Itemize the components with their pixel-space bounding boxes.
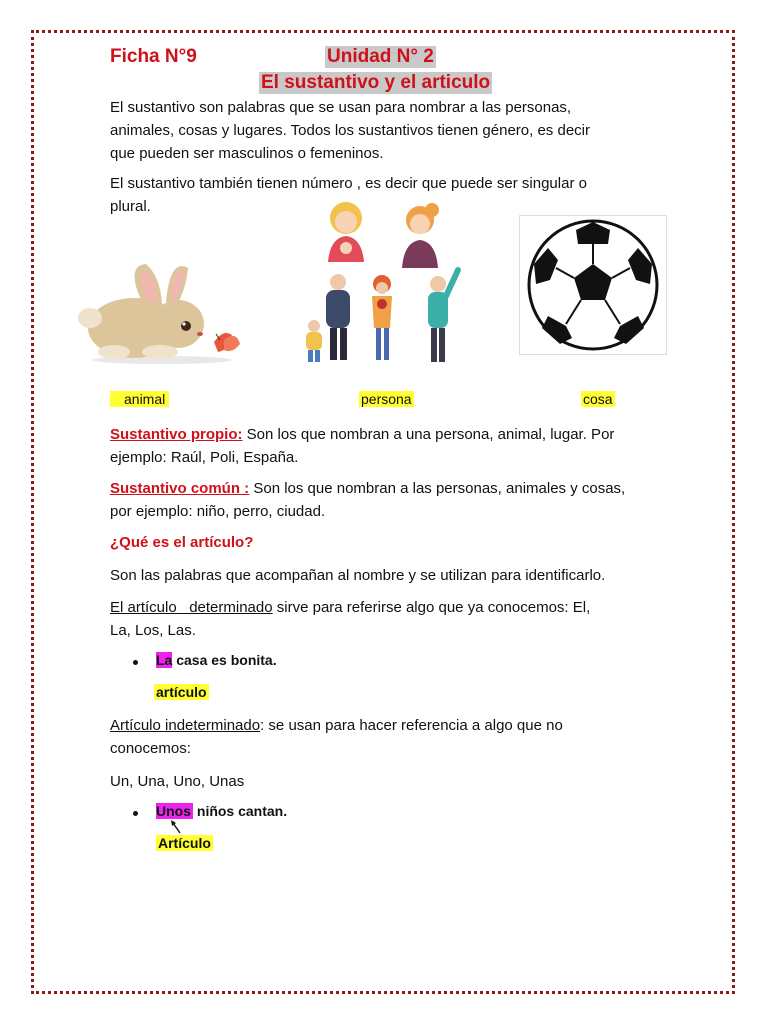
comun-paragraph: Sustantivo común : Son los que nombran a las personas, animales y cosas, por ejemplo: niño, perro, ciudad. <box>110 480 626 520</box>
bullet-2 <box>133 811 138 816</box>
people-illustration <box>292 198 470 370</box>
page-title: El sustantivo y el articulo <box>261 72 491 93</box>
animal-label: animal <box>110 391 169 407</box>
comun-term: Sustantivo común : <box>110 480 250 497</box>
example-article-la: La <box>156 652 173 668</box>
indeterminado-example: Unos niños cantan. <box>156 803 288 819</box>
intro-paragraph-1: El sustantivo son palabras que se usan para nombrar a las personas, animales, cosas y lugares. Todos los sustantivos tienen género, es decir que pueden ser masculinos o femeninos. <box>110 99 590 162</box>
propio-term: Sustantivo propio: <box>110 426 243 443</box>
example-article-unos: Unos <box>156 803 191 819</box>
indeterminado-term: Artículo indeterminado <box>110 717 261 734</box>
cosa-label: cosa <box>583 391 613 407</box>
unidad-number: Unidad N° 2 <box>327 46 434 67</box>
determinado-term: El artículo determinado <box>110 599 273 616</box>
propio-paragraph: Sustantivo propio: Son los que nombran a una persona, animal, lugar. Por ejemplo: Raúl, Poli, España. <box>110 426 615 466</box>
persona-label: persona <box>361 391 412 407</box>
articulo-definition: Son las palabras que acompañan al nombre y se utilizan para identificarlo. <box>110 567 606 584</box>
articulo-question: ¿Qué es el artículo? <box>110 534 254 551</box>
determinado-example-label: artículo <box>156 684 207 700</box>
arrow-up-icon <box>168 819 184 835</box>
indeterminado-example-label: Artículo <box>158 835 211 851</box>
determinado-example: La casa es bonita. <box>156 652 277 668</box>
soccer-ball-icon <box>520 216 666 354</box>
ball-image-frame <box>519 215 667 355</box>
indeterminado-paragraph: Artículo indeterminado: se usan para hacer referencia a algo que no conocemos: <box>110 717 563 757</box>
ficha-number: Ficha N°9 <box>110 46 197 67</box>
rabbit-illustration <box>74 256 250 366</box>
indeterminado-list: Un, Una, Uno, Unas <box>110 773 245 790</box>
determinado-paragraph: El artículo determinado sirve para referirse algo que ya conocemos: El, La, Los, Las. <box>110 599 591 639</box>
bullet-1 <box>133 660 138 665</box>
intro-paragraph-2: El sustantivo también tienen número , es decir que puede ser singular o plural. <box>110 175 587 215</box>
